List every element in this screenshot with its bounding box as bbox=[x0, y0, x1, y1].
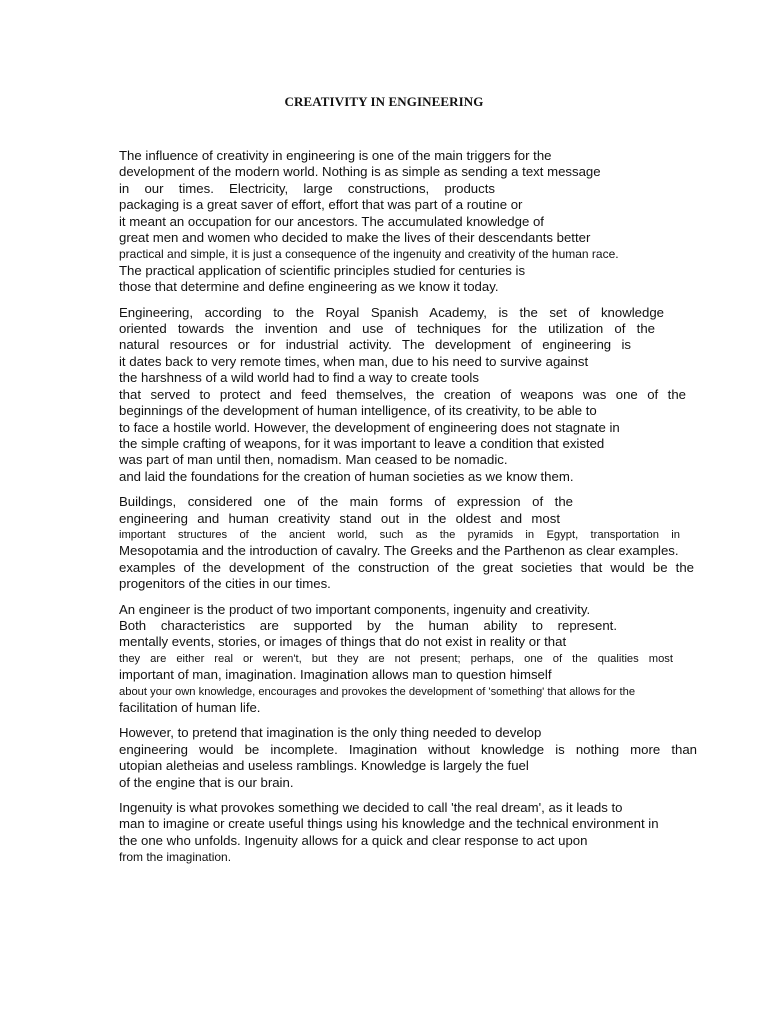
text-line: engineering and human creativity stand out in the oldest and most bbox=[119, 510, 560, 526]
document-body bbox=[119, 148, 727, 875]
text-line: The practical application of scientific principles studied for centuries is bbox=[119, 262, 526, 278]
text-line: they are either real or weren't, but they are not present; perhaps, one of the qualities most bbox=[119, 652, 673, 665]
paragraph-5 bbox=[119, 725, 727, 791]
text-line: oriented towards the invention and use of techniques for the utilization of the bbox=[119, 321, 655, 337]
text-line: the simple crafting of weapons, for it was important to leave a condition that existed bbox=[119, 435, 605, 451]
paragraph-3 bbox=[119, 494, 727, 592]
text-line: Buildings, considered one of the main forms of expression of the bbox=[119, 494, 573, 510]
paragraph-6 bbox=[119, 800, 727, 866]
text-line: important of man, imagination. Imagination allows man to question himself bbox=[119, 667, 552, 683]
text-line: utopian aletheias and useless ramblings. Knowledge is largely the fuel bbox=[119, 758, 529, 774]
paragraph-1 bbox=[119, 148, 727, 296]
text-line: Both characteristics are supported by the human ability to represent. bbox=[119, 617, 617, 633]
document-title: CREATIVITY IN ENGINEERING bbox=[284, 94, 484, 109]
text-line: Ingenuity is what provokes something we decided to call 'the real dream', as it leads to bbox=[119, 800, 623, 816]
paragraph-2 bbox=[119, 305, 727, 485]
text-line: However, to pretend that imagination is the only thing needed to develop bbox=[119, 725, 542, 741]
text-line: of the engine that is our brain. bbox=[119, 774, 294, 790]
text-line: progenitors of the cities in our times. bbox=[119, 576, 331, 592]
text-line: the harshness of a wild world had to find a way to create tools bbox=[119, 370, 479, 386]
text-line: great men and women who decided to make the lives of their descendants better bbox=[119, 230, 591, 246]
text-line: man to imagine or create useful things using his knowledge and the technical environment in bbox=[119, 816, 659, 832]
text-line: The influence of creativity in engineering is one of the main triggers for the bbox=[119, 148, 552, 163]
text-line: packaging is a great saver of effort, effort that was part of a routine or bbox=[119, 197, 523, 213]
text-line: practical and simple, it is just a consequence of the ingenuity and creativity of the human race. bbox=[119, 247, 619, 262]
text-line: development of the modern world. Nothing is as simple as sending a text message bbox=[119, 164, 601, 180]
text-line: Mesopotamia and the introduction of cavalry. The Greeks and the Parthenon as clear examples. bbox=[119, 543, 679, 559]
text-line: was part of man until then, nomadism. Man ceased to be nomadic. bbox=[119, 452, 508, 468]
text-line: facilitation of human life. bbox=[119, 700, 261, 715]
text-line: about your own knowledge, encourages and provokes the development of 'something' that allows for the bbox=[119, 685, 636, 698]
text-line: natural resources or for industrial activity. The development of engineering is bbox=[119, 337, 631, 353]
text-line: mentally events, stories, or images of things that do not exist in reality or that bbox=[119, 634, 567, 650]
text-line: to face a hostile world. However, the development of engineering does not stagnate in bbox=[119, 419, 620, 435]
text-line: those that determine and define engineering as we know it today. bbox=[119, 279, 499, 295]
text-line: that served to protect and feed themselves, the creation of weapons was one of the bbox=[119, 386, 686, 402]
text-line: An engineer is the product of two important components, ingenuity and creativity. bbox=[119, 601, 591, 617]
text-line: it dates back to very remote times, when man, due to his need to survive against bbox=[119, 353, 589, 369]
text-line: beginnings of the development of human intelligence, of its creativity, to be able to bbox=[119, 403, 597, 419]
text-line: from the imagination. bbox=[119, 850, 232, 865]
text-line: engineering would be incomplete. Imagination without knowledge is nothing more than bbox=[119, 741, 697, 757]
text-line: the one who unfolds. Ingenuity allows for a quick and clear response to act upon bbox=[119, 832, 588, 848]
text-line: it meant an occupation for our ancestors. The accumulated knowledge of bbox=[119, 213, 544, 229]
text-line: important structures of the ancient world, such as the pyramids in Egypt, transportation in bbox=[119, 528, 680, 541]
text-line: Engineering, according to the Royal Spanish Academy, is the set of knowledge bbox=[119, 304, 664, 320]
text-line: in our times. Electricity, large constructions, products bbox=[119, 180, 495, 196]
text-line: and laid the foundations for the creation of human societies as we know them. bbox=[119, 468, 574, 484]
text-line: examples of the development of the construction of the great societies that would be the bbox=[119, 559, 694, 575]
paragraph-4 bbox=[119, 602, 727, 717]
